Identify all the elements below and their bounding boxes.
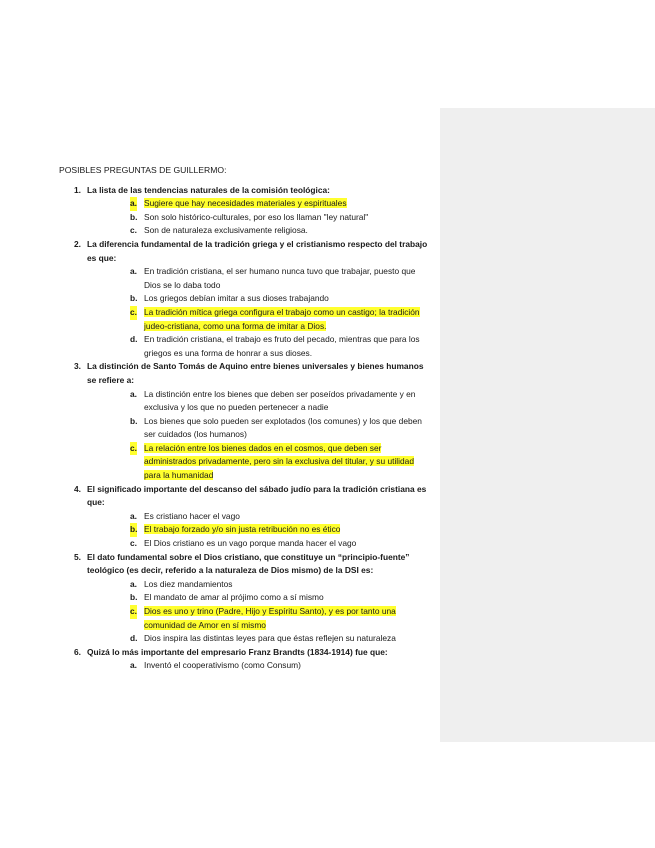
option xyxy=(87,659,431,673)
option-text: La distinción entre los bienes que deben ser poseídos privadamente y en exclusiva y los que no pueden pertenecer a nadie xyxy=(144,388,416,413)
option-text: Sugiere que hay necesidades materiales y espirituales xyxy=(144,198,347,209)
question-text: La diferencia fundamental de la tradición griega y el cristianismo respecto del trabajo es que: xyxy=(87,238,428,263)
option-text: Los griegos debían imitar a sus dioses trabajando xyxy=(144,293,329,304)
option-letter: a. xyxy=(130,388,137,399)
option-text: El trabajo forzado y/o sin justa retribución no es ético xyxy=(144,524,341,535)
option xyxy=(87,224,431,238)
option-letter: b. xyxy=(130,592,138,603)
question-text: La lista de las tendencias naturales de la comisión teológica: xyxy=(87,184,330,195)
option-text: Dios es uno y trino (Padre, Hijo y Espíritu Santo), y es por tanto una comunidad de Amor en sí mismo xyxy=(144,606,396,630)
option-letter: c. xyxy=(130,442,137,456)
option-text: El Dios cristiano es un vago porque manda hacer el vago xyxy=(144,538,357,549)
question-number: 5. xyxy=(74,551,81,562)
option-text: Son solo histórico-culturales, por eso los llaman "ley natural" xyxy=(144,211,369,222)
question-text: El significado importante del descanso del sábado judío para la tradición cristiana es que: xyxy=(87,483,427,508)
option-text: Inventó el cooperativismo (como Consum) xyxy=(144,660,301,671)
option xyxy=(87,591,431,605)
option-letter: c. xyxy=(130,225,137,236)
option xyxy=(87,605,431,632)
option xyxy=(87,632,431,646)
question-6 xyxy=(59,646,431,673)
option-letter: a. xyxy=(130,660,137,671)
question-number: 2. xyxy=(74,238,81,249)
option xyxy=(87,292,431,306)
option-letter: b. xyxy=(130,293,138,304)
question-5 xyxy=(59,551,431,646)
option-letter: a. xyxy=(130,510,137,521)
question-3 xyxy=(59,360,431,482)
comment-margin-panel xyxy=(440,108,655,742)
document-body xyxy=(59,164,431,673)
option-text: La relación entre los bienes dados en el cosmos, que deben ser administrados privadamente, pero sin la exclusiva del titular, y su utilidad para la humanidad xyxy=(144,442,414,481)
question-4 xyxy=(59,483,431,551)
option xyxy=(87,211,431,225)
option-text: Dios inspira las distintas leyes para que éstas reflejen su naturaleza xyxy=(144,633,396,644)
question-text: El dato fundamental sobre el Dios cristiano, que constituye un “principio-fuente” teológico (es decir, referido a la naturaleza de Dios mismo) de la DSI es: xyxy=(87,551,410,576)
option xyxy=(87,388,431,415)
question-number: 4. xyxy=(74,483,81,494)
option-text: Los bienes que solo pueden ser explotados (los comunes) y los que deben ser cuidados (los humanos) xyxy=(144,415,422,440)
option-text: El mandato de amar al prójimo como a sí mismo xyxy=(144,592,324,603)
option-text: En tradición cristiana, el ser humano nunca tuvo que trabajar, puesto que Dios se lo daba todo xyxy=(144,266,416,290)
option-letter: d. xyxy=(130,334,138,345)
question-text: La distinción de Santo Tomás de Aquino entre bienes universales y bienes humanos se refiere a: xyxy=(87,361,424,385)
option-text: En tradición cristiana, el trabajo es fruto del pecado, mientras que para los griegos es una forma de honrar a sus dioses. xyxy=(144,334,420,358)
option xyxy=(87,510,431,524)
option xyxy=(87,523,431,537)
question-list xyxy=(59,184,431,673)
option-text: Es cristiano hacer el vago xyxy=(144,510,240,521)
option-text: Son de naturaleza exclusivamente religiosa. xyxy=(144,225,308,236)
question-number: 6. xyxy=(74,646,81,657)
option xyxy=(87,333,431,360)
option-text: Los diez mandamientos xyxy=(144,578,233,589)
option-letter: a. xyxy=(130,578,137,589)
option xyxy=(87,265,431,292)
question-number: 1. xyxy=(74,184,81,195)
option-letter: a. xyxy=(130,197,137,211)
question-text: Quizá lo más importante del empresario Franz Brandts (1834-1914) fue que: xyxy=(87,646,388,657)
option-letter: d. xyxy=(130,633,138,644)
option-letter: b. xyxy=(130,415,138,426)
option-letter: c. xyxy=(130,306,137,320)
question-number: 3. xyxy=(74,361,81,372)
option xyxy=(87,578,431,592)
option-letter: c. xyxy=(130,605,137,619)
question-1 xyxy=(59,184,431,238)
document-title: POSIBLES PREGUNTAS DE GUILLERMO: xyxy=(59,165,227,175)
option-text: La tradición mítica griega configura el trabajo como un castigo; la tradición judeo-cristiana, como una forma de imitar a Dios. xyxy=(144,306,420,331)
option xyxy=(87,442,431,483)
option xyxy=(87,537,431,551)
option-letter: a. xyxy=(130,266,137,277)
question-2 xyxy=(59,238,431,360)
option-letter: b. xyxy=(130,523,137,537)
option xyxy=(87,306,431,333)
option xyxy=(87,197,431,211)
option xyxy=(87,415,431,442)
option-letter: c. xyxy=(130,538,137,549)
option-letter: b. xyxy=(130,211,138,222)
